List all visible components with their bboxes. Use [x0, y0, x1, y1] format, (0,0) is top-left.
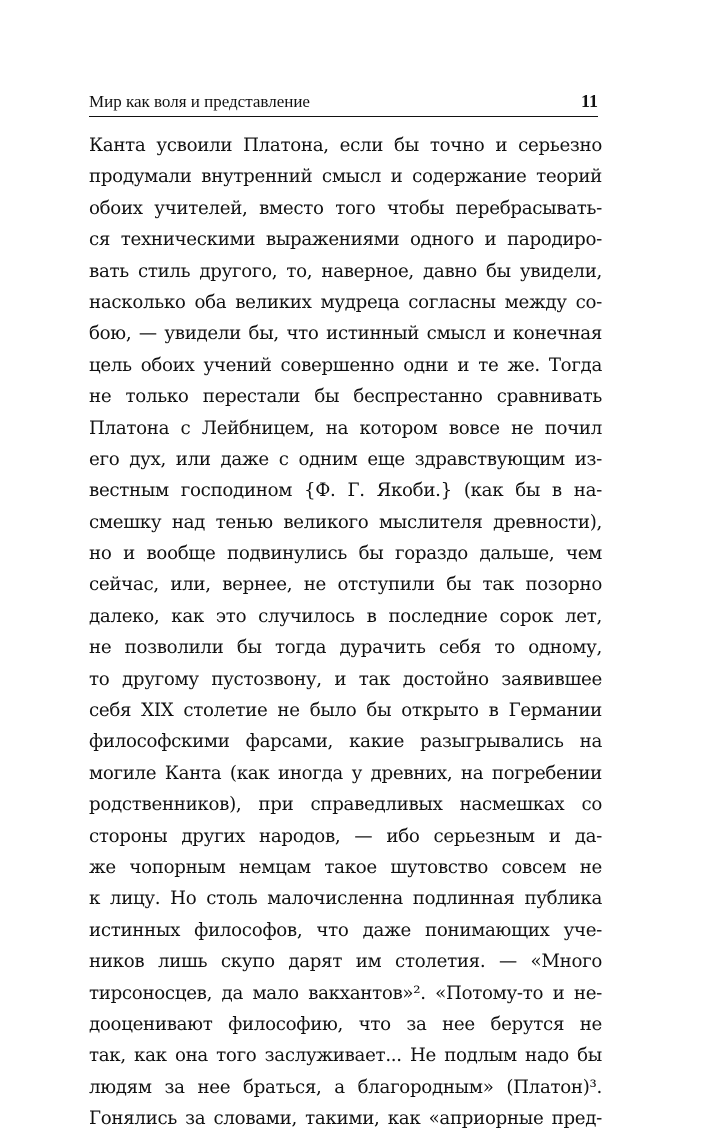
running-header	[89, 90, 598, 117]
text-line: могиле Канта (как иногда у древних, на погребении	[89, 762, 602, 784]
text-line: далеко, как это случилось в последние сорок лет,	[89, 605, 602, 627]
text-line: не позволили бы тогда дурачить себя то одному,	[89, 637, 602, 659]
text-line: то другому пустозвону, и так достойно заявившее	[89, 668, 602, 690]
text-line: тирсоносцев, да мало вакхантов»². «Потому-то и не-	[89, 982, 602, 1004]
text-line: вестным господином {Ф. Г. Якоби.} (как бы в на-	[89, 480, 602, 502]
text-line: философскими фарсами, какие разыгрывались на	[89, 731, 602, 753]
text-line: ся техническими выражениями одного и пародиро-	[89, 229, 602, 251]
text-line: к лицу. Но столь малочисленна подлинная публика	[89, 888, 602, 910]
text-line: цель обоих учений совершенно одни и те же. Тогда	[89, 354, 602, 376]
text-line: себя XIX столетие не было бы открыто в Германии	[89, 700, 602, 722]
text-line: дооценивают философию, что за нее берутся не	[89, 1013, 602, 1035]
text-line: вать стиль другого, то, наверное, давно бы увидели,	[89, 260, 602, 282]
body-text	[89, 130, 602, 1135]
text-line: бою, — увидели бы, что истинный смысл и конечная	[89, 323, 602, 345]
text-line: но и вообще подвинулись бы гораздо дальше, чем	[89, 543, 602, 565]
text-line: продумали внутренний смысл и содержание теорий	[89, 166, 602, 188]
text-line: обоих учителей, вместо того чтобы перебрасывать-	[89, 197, 602, 219]
page-number: 11	[580, 91, 598, 111]
text-line: его дух, или даже с одним еще здравствующим из-	[89, 448, 602, 470]
text-line: сейчас, или, вернее, не отступили бы так позорно	[89, 574, 602, 596]
running-header-title: Мир как воля и представление	[89, 92, 310, 111]
text-line: смешку над тенью великого мыслителя древности),	[89, 511, 602, 533]
text-line: же чопорным немцам такое шутовство совсем не	[89, 856, 602, 878]
text-line: насколько оба великих мудреца согласны между со-	[89, 291, 602, 313]
text-line: родственников), при справедливых насмешках со	[89, 794, 602, 816]
text-line: истинных философов, что даже понимающих уче-	[89, 919, 602, 941]
text-line: Канта усвоили Платона, если бы точно и серьезно	[89, 135, 602, 156]
text-line: не только перестали бы беспрестанно сравнивать	[89, 386, 602, 408]
text-line: Гонялись за словами, такими, как «априорные пред-	[89, 1108, 602, 1130]
text-line: так, как она того заслуживает... Не подлым надо бы	[89, 1045, 602, 1067]
text-line: ников лишь скупо дарят им столетия. — «Много	[89, 951, 602, 973]
text-line: стороны других народов, — ибо серьезным и да-	[89, 825, 602, 847]
text-line: Платона с Лейбницем, на котором вовсе не почил	[89, 417, 602, 439]
text-line: людям за нее браться, а благородным» (Платон)³.	[89, 1076, 602, 1098]
